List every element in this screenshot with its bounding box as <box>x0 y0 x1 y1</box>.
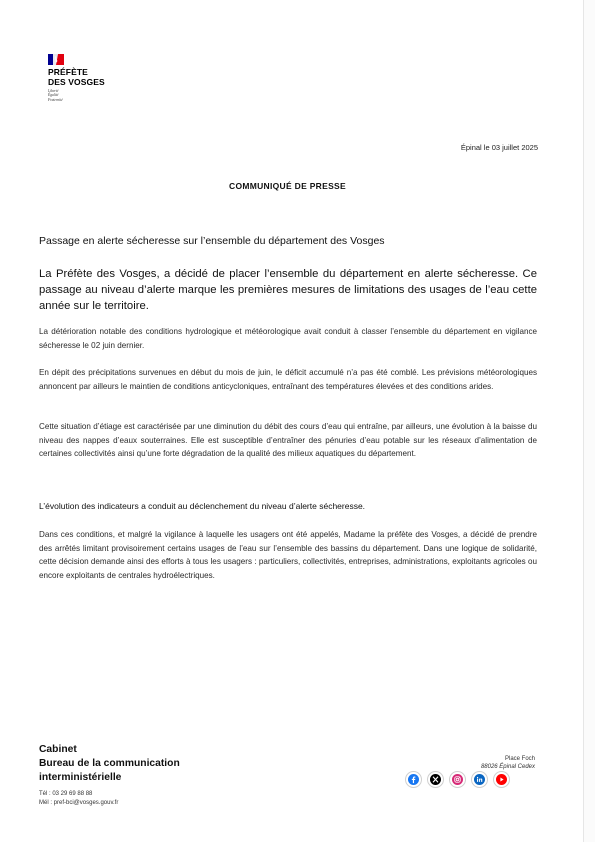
press-release-subject: Passage en alerte sécheresse sur l’ensemble du département des Vosges <box>39 235 385 247</box>
document-type-title: COMMUNIQUÉ DE PRESSE <box>229 181 346 191</box>
youtube-link[interactable] <box>493 771 510 788</box>
youtube-icon <box>496 774 507 785</box>
instagram-link[interactable] <box>449 771 466 788</box>
address-line-1: Place Foch <box>504 756 535 762</box>
cabinet-line-3: interministérielle <box>39 772 122 783</box>
logo-line-2: DES VOSGES <box>48 76 105 87</box>
body-paragraph-2: En dépit des précipitations survenues en début du mois de juin, le déficit accumulé n’a pas été comblé. Les prévisions météorologiques annoncent par ailleurs le maintien de conditions anticycloniques, entraînant des températures élevées et des conditions arides. <box>39 368 537 391</box>
instagram-icon <box>452 774 463 785</box>
cabinet-line-1: Cabinet <box>39 744 77 755</box>
address-line-2: 88026 Épinal Cedex <box>480 763 535 770</box>
body-paragraph-3: Cette situation d’étiage est caractérisée par une diminution du débit des cours d’eau qui entraîne, par ailleurs, une évolution à la baisse du niveau des nappes d’eaux souterraines. Elle est susceptible d’entraîner des pénuries d’eau potable sur les réseaux d’alimentation de certaines collectivités ainsi qu’une forte dégradation de la qualité des milieux aquatiques du département. <box>39 422 537 459</box>
contact-details <box>39 790 180 808</box>
facebook-link[interactable] <box>405 771 422 788</box>
cabinet-line-2: Bureau de la communication <box>39 758 180 769</box>
postal-address <box>481 756 535 771</box>
linkedin-link[interactable] <box>471 771 488 788</box>
contact-phone: Tél : 03 29 69 88 88 <box>39 791 93 797</box>
x-icon <box>430 774 441 785</box>
highlight-sentence: L’évolution des indicateurs a conduit au déclenchement du niveau d’alerte sécheresse. <box>39 501 366 511</box>
motto-liberte: Liberté <box>48 89 59 93</box>
marianne-flag-icon <box>48 54 64 65</box>
republic-motto <box>48 89 138 102</box>
contact-mail[interactable]: Mél : pref-bci@vosges.gouv.fr <box>39 800 119 806</box>
body-paragraph-1: La détérioration notable des conditions hydrologique et météorologique avait conduit à classer l’ensemble du département en vigilance sécheresse le 02 juin dernier. <box>39 327 537 350</box>
footer-contact <box>39 743 180 808</box>
motto-fraternite: Fraternité <box>48 97 63 102</box>
motto-egalite: Égalité <box>48 93 59 98</box>
publication-date: Épinal le 03 juillet 2025 <box>460 143 538 152</box>
social-links <box>405 771 510 788</box>
x-link[interactable] <box>427 771 444 788</box>
closing-paragraph: Dans ces conditions, et malgré la vigilance à laquelle les usagers ont été appelés, Madame la préfète des Vosges, a décidé de prendre des arrêtés limitant provisoirement certains usages de l’eau sur l’ensemble des bassins du département. Dans une logique de solidarité, cette décision demande ainsi des efforts à tous les usagers : particuliers, collectivités, entreprises, administrations, exploitants agricoles ou encore exploitants de centrales hydroélectriques. <box>39 530 537 580</box>
logo-line-1: PRÉFÈTE <box>48 67 88 77</box>
linkedin-icon <box>474 774 485 785</box>
lead-paragraph: La Préfète des Vosges, a décidé de placer l’ensemble du département en alerte sécheresse. Ce passage au niveau d’alerte marque les premières mesures de limitations des usages de l’eau cette année sur le territoire. <box>39 268 537 312</box>
page-edge-shadow <box>583 0 595 842</box>
facebook-icon <box>408 774 419 785</box>
prefecture-logo <box>48 54 138 102</box>
